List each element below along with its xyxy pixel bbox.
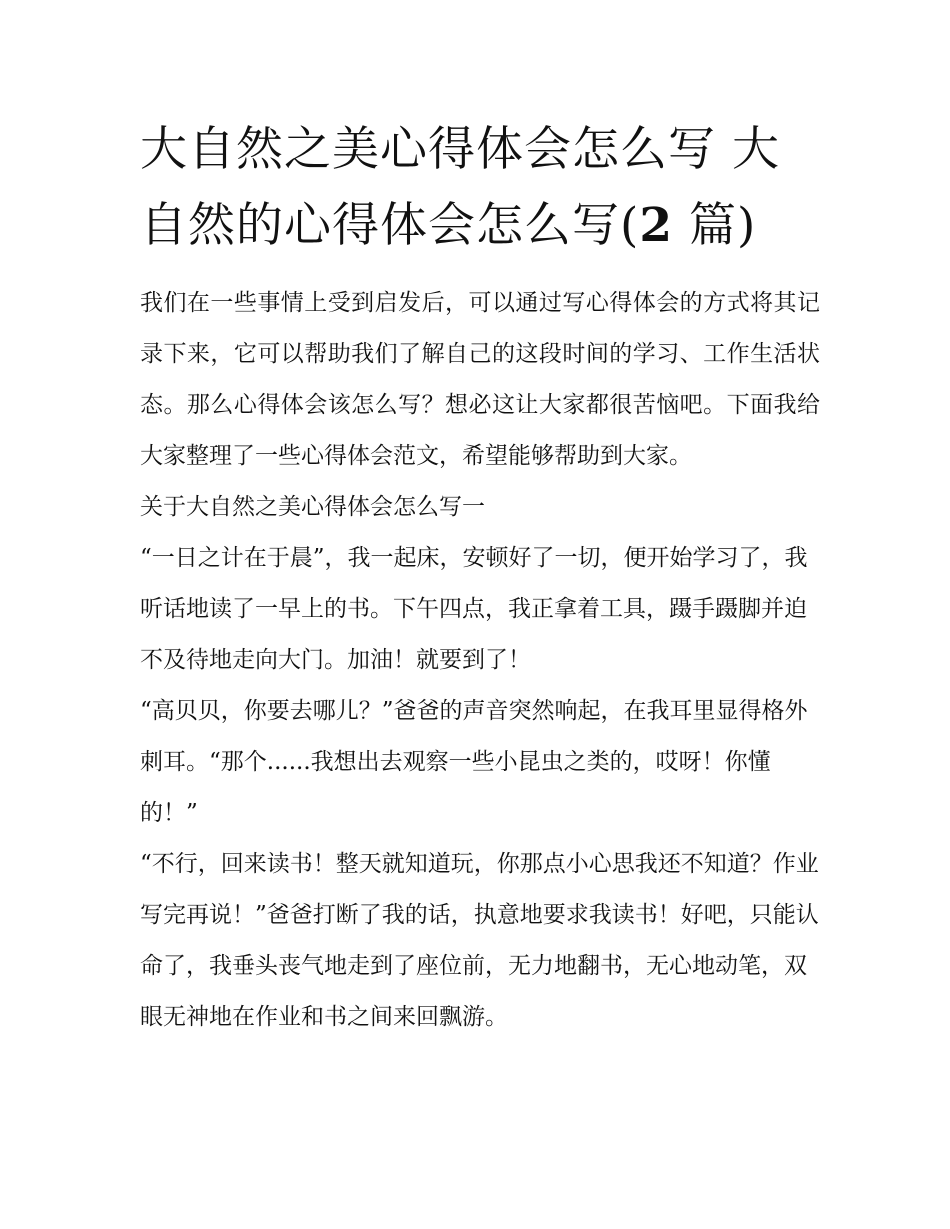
title-count: 2 <box>639 198 674 253</box>
body-paragraph: “不行，回来读书！整天就知道玩，你那点小心思我还不知道？作业写完再说！”爸爸打断了我的话，执意地要求我读书！好吧，只能认命了，我垂头丧气地走到了座位前，无力地翻书，无心地动笔，双眼无神地在作业和书之间来回飘游。 <box>140 851 819 1030</box>
document-body <box>140 278 820 1043</box>
body-paragraph: “一日之计在于晨”，我一起床，安顿好了一切，便开始学习了，我听话地读了一早上的书。下午四点，我正拿着工具，蹑手蹑脚并迫不及待地走向大门。加油！就要到了！ <box>140 545 808 673</box>
title-text-part2: 篇) <box>673 198 757 253</box>
document-title <box>140 112 820 264</box>
body-paragraph: “高贝贝，你要去哪儿？”爸爸的声音突然响起，在我耳里显得格外刺耳。“那个......我想出去观察一些小昆虫之类的，哎呀！你懂的！” <box>140 698 808 826</box>
title-text-part1: 大自然之美心得体会怎么写 大自然的心得体会怎么写( <box>140 122 780 253</box>
intro-paragraph: 我们在一些事情上受到启发后，可以通过写心得体会的方式将其记录下来，它可以帮助我们了解自己的这段时间的学习、工作生活状态。那么心得体会该怎么写？想必这让大家都很苦恼吧。下面我给大家整理了一些心得体会范文，希望能够帮助到大家。 <box>140 290 820 469</box>
section-heading: 关于大自然之美心得体会怎么写一 <box>140 494 485 520</box>
